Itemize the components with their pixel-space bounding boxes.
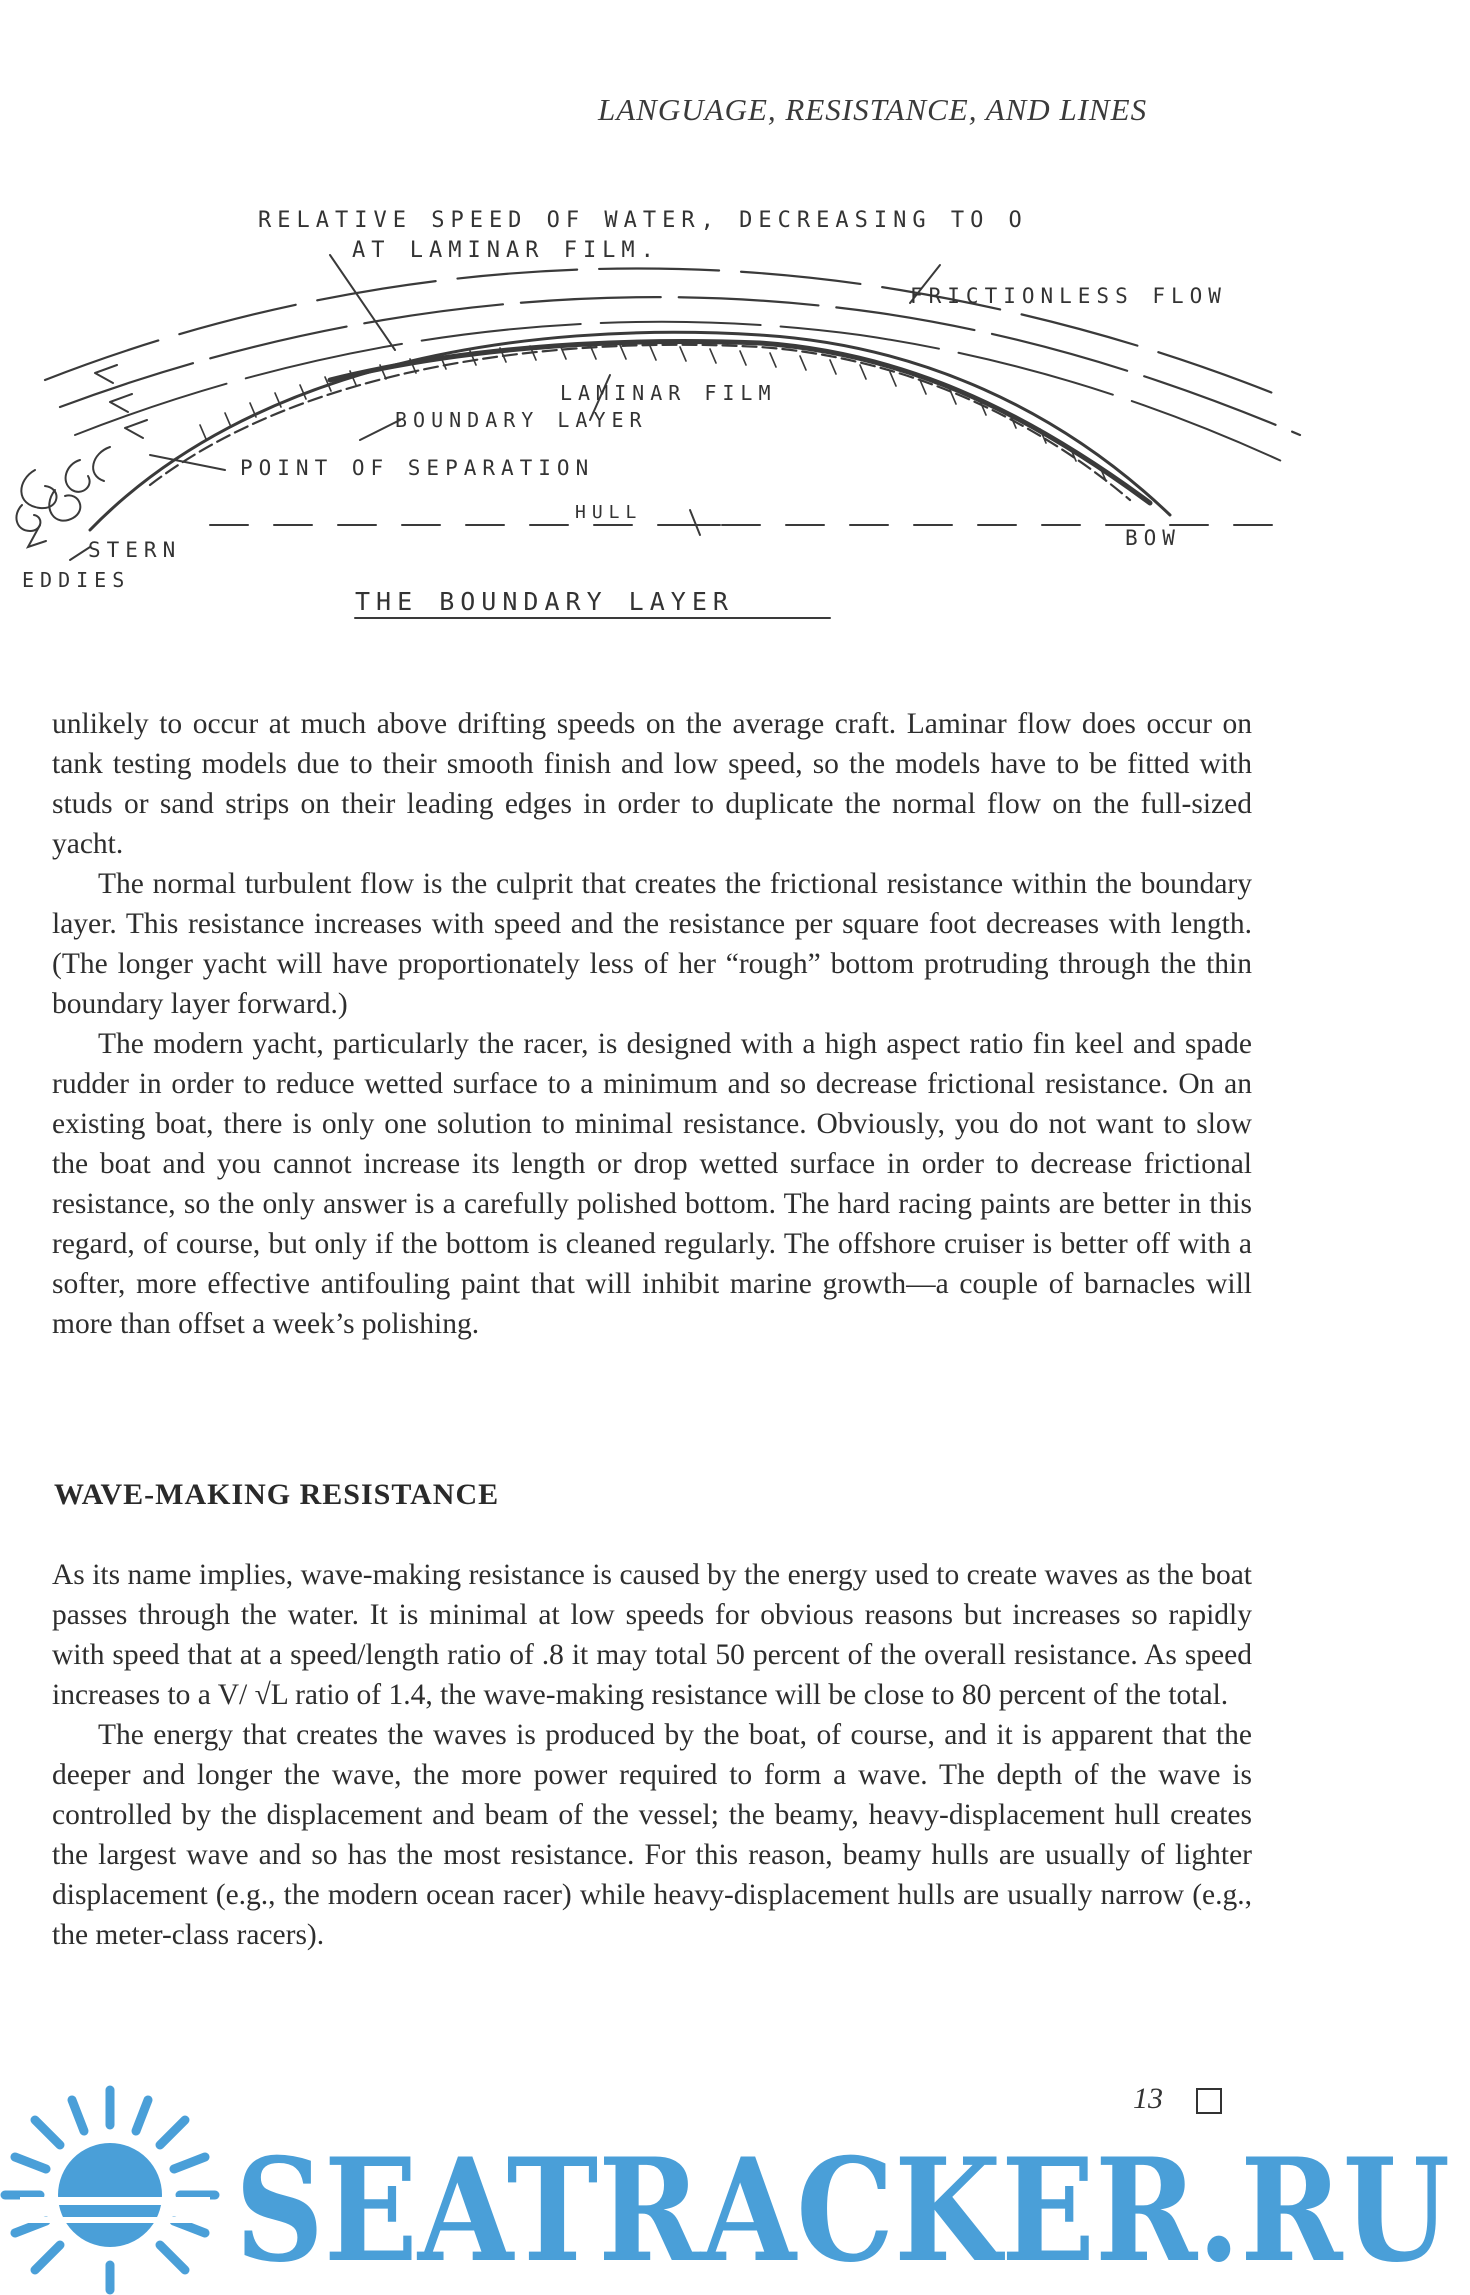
flow-line	[60, 297, 1300, 435]
leader-line	[680, 510, 720, 535]
paragraph: As its name implies, wave-making resistance is caused by the energy used to create waves as the boat passes through the water. It is minimal at low speeds for obvious reasons but increases so rapidly with speed that at a speed/length ratio of .8 it may total 50 percent of the overall resistance. As speed increases to a V/ √L ratio of 1.4, the wave-making resistance will be close to 80 percent of the total.	[52, 1559, 1252, 1711]
paragraph: unlikely to occur at much above drifting speeds on the average craft. Laminar flow does occur on tank testing models due to their smooth finish and low speed, so the models have to be fitted with studs or sand strips on their leading edges in order to duplicate the normal flow on the full-sized yacht.	[52, 708, 1252, 860]
boundary-layer-diagram	[0, 185, 1470, 645]
watermark-text: SEATRACKER.RU	[235, 2128, 1450, 2294]
label-stern: STERN	[88, 538, 182, 562]
page-number: 13	[1133, 2082, 1163, 2115]
body-text-block-1	[52, 704, 1252, 1344]
section-heading: WAVE-MAKING RESISTANCE	[54, 1478, 500, 1511]
label-bow: BOW	[1125, 526, 1181, 550]
leader-line	[360, 420, 400, 440]
watermark-logo	[0, 2085, 1470, 2295]
label-eddies: EDDIES	[22, 568, 131, 592]
sun-icon	[5, 2090, 215, 2290]
paragraph: The normal turbulent flow is the culprit that creates the frictional resistance within the boundary layer. This resistance increases with speed and the resistance per square foot decreases with length. (The longer yacht will have proportionately less of her “rough” bottom protruding through the thin boundary layer forward.)	[52, 868, 1252, 1020]
label-relative-speed: RELATIVE SPEED OF WATER, DECREASING TO O	[258, 208, 1028, 233]
label-boundary-layer: BOUNDARY LAYER	[395, 408, 648, 432]
arrow	[95, 365, 117, 383]
arrow	[125, 420, 147, 438]
body-text-block-2	[52, 1555, 1252, 1955]
running-head: LANGUAGE, RESISTANCE, AND LINES	[598, 92, 1148, 127]
figure-caption: THE BOUNDARY LAYER	[355, 587, 734, 616]
label-point-of-separation: POINT OF SEPARATION	[240, 456, 595, 480]
label-frictionless-flow: FRICTIONLESS FLOW	[910, 284, 1227, 308]
leader-line	[70, 547, 90, 560]
arrow	[110, 394, 132, 412]
label-relative-speed-2: AT LAMINAR FILM.	[352, 238, 660, 263]
label-laminar-film: LAMINAR FILM	[560, 381, 777, 405]
label-hull: HULL	[575, 502, 643, 523]
paragraph: The modern yacht, particularly the racer, is designed with a high aspect ratio fin keel and spade rudder in order to reduce wetted surface to a minimum and so decrease frictional resistance. On an existing boat, there is only one solution to minimal resistance. Obviously, you do not want to slow the boat and you cannot increase its length or drop wetted surface in order to decrease frictional resistance, so the only answer is a carefully polished bottom. The hard racing paints are better in this regard, of course, but only if the bottom is cleaned regularly. The offshore cruiser is better off with a softer, more effective antifouling paint that will inhibit marine growth—a couple of barnacles will more than offset a week’s polishing.	[52, 1028, 1252, 1340]
eddies-sketch	[16, 447, 110, 547]
leader-line	[330, 255, 395, 350]
paragraph: The energy that creates the waves is produced by the boat, of course, and it is apparent that the deeper and longer the wave, the more power required to form a wave. The depth of the wave is controlled by the displacement and beam of the vessel; the beamy, heavy-displacement hull creates the largest wave and so has the most resistance. For this reason, beamy hulls are usually of lighter displacement (e.g., the modern ocean racer) while heavy-displacement hulls are usually narrow (e.g., the meter-class racers).	[52, 1719, 1252, 1951]
